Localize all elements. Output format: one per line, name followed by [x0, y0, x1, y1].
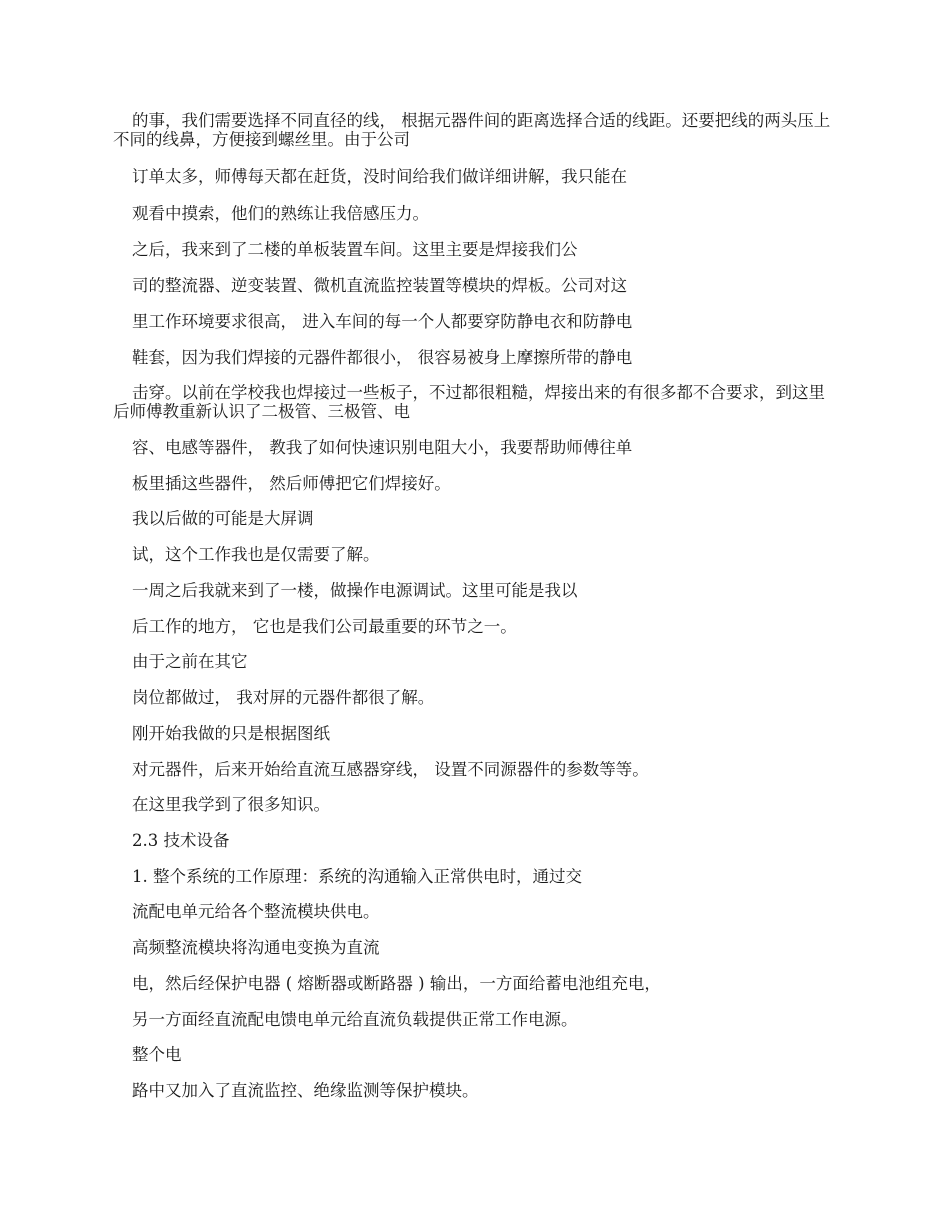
paragraph-4: 之后，我来到了二楼的单板装置车间。这里主要是焊接我们公 — [132, 240, 578, 259]
paragraph-17: 刚开始我做的只是根据图纸 — [132, 724, 330, 743]
paragraph-6: 里工作环境要求很高， 进入车间的每一个人都要穿防静电衣和防静电 — [132, 312, 633, 331]
paragraph-5: 司的整流器、逆变装置、微机直流监控装置等模块的焊板。公司对这 — [132, 276, 627, 295]
document-body — [113, 111, 833, 1100]
section-heading-2-3: 2.3 技术设备 — [132, 831, 230, 850]
paragraph-16: 岗位都做过， 我对屏的元器件都很了解。 — [132, 688, 435, 707]
paragraph-8: 击穿。以前在学校我也焊接过一些板子，不过都很粗糙，焊接出来的有很多都不合要求，到这里后师傅教重新认识了二极管、三极管、电 — [113, 383, 825, 421]
paragraph-19: 在这里我学到了很多知识。 — [132, 795, 330, 814]
paragraph-12: 试，这个工作我也是仅需要了解。 — [132, 545, 380, 564]
paragraph-23: 高频整流模块将沟通电变换为直流 — [132, 938, 380, 957]
paragraph-25: 另一方面经直流配电馈电单元给直流负载提供正常工作电源。 — [132, 1010, 578, 1029]
paragraph-15: 由于之前在其它 — [132, 652, 248, 671]
paragraph-10: 板里插这些器件， 然后师傅把它们焊接好。 — [132, 474, 451, 493]
paragraph-22: 流配电单元给各个整流模块供电。 — [132, 902, 380, 921]
paragraph-11: 我以后做的可能是大屏调 — [132, 509, 314, 528]
paragraph-26: 整个电 — [132, 1045, 182, 1064]
paragraph-24: 电，然后经保护电器 ( 熔断器或断路器 ) 输出，一方面给蓄电池组充电， — [132, 974, 661, 993]
paragraph-14: 后工作的地方， 它也是我们公司最重要的环节之一。 — [132, 617, 517, 636]
paragraph-9: 容、电感等器件， 教我了如何快速识别电阻大小，我要帮助师傅往单 — [132, 438, 633, 457]
paragraph-13: 一周之后我就来到了一楼，做操作电源调试。这里可能是我以 — [132, 581, 578, 600]
paragraph-2: 订单太多，师傅每天都在赶货，没时间给我们做详细讲解，我只能在 — [132, 167, 627, 186]
paragraph-7: 鞋套，因为我们焊接的元器件都很小， 很容易被身上摩擦所带的静电 — [132, 348, 633, 367]
paragraph-3: 观看中摸索，他们的熟练让我倍感压力。 — [132, 204, 429, 223]
paragraph-18: 对元器件，后来开始给直流互感器穿线， 设置不同源器件的参数等等。 — [132, 760, 649, 779]
paragraph-21: 1. 整个系统的工作原理：系统的沟通输入正常供电时，通过交 — [132, 867, 582, 886]
paragraph-1: 的事，我们需要选择不同直径的线， 根据元器件间的距离选择合适的线距。还要把线的两头压上不同的线鼻，方便接到螺丝里。由于公司 — [113, 111, 831, 149]
paragraph-27: 路中又加入了直流监控、绝缘监测等保护模块。 — [132, 1081, 479, 1100]
